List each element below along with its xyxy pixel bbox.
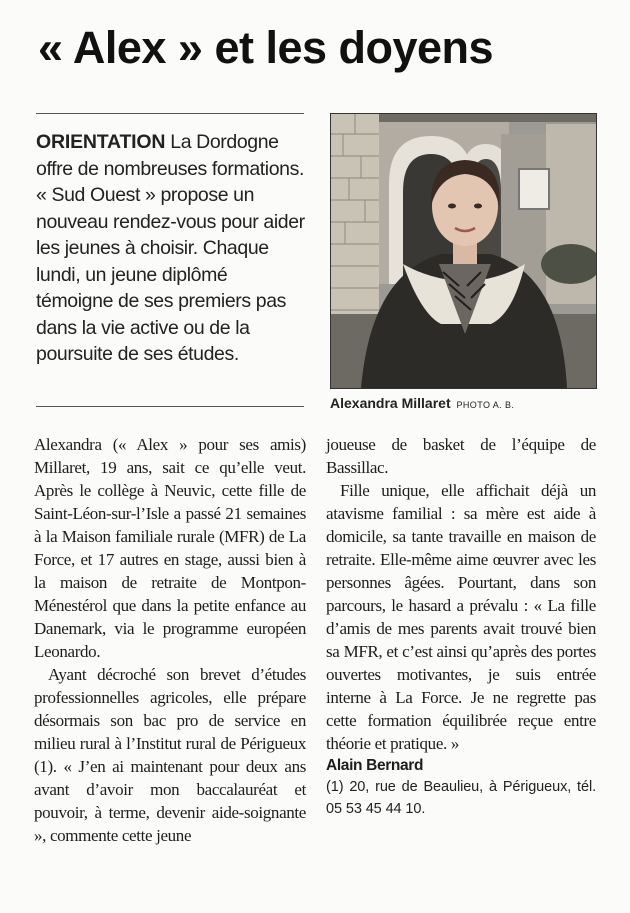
article-column-right [326, 433, 596, 820]
portrait-photo [330, 113, 597, 389]
chapo-text: La Dordogne offre de nombreuses formations. « Sud Ouest » propose un nouveau rendez-vous pour aider les jeunes à choisir. Chaque lundi, un jeune diplômé témoigne de ses premiers pas dans la vie active ou de la poursuite de ses études. [36, 131, 305, 365]
photo-caption [330, 395, 514, 411]
author-signature: Alain Bernard [326, 757, 424, 774]
body-paragraph-3: Fille unique, elle affichait déjà un atavisme familial : sa mère est aide à domicile, sa tante travaille en maison de retraite. Elle-même aime œuvrer avec les personnes âgées. Pourtant, dans son parcours, le hasard a prévalu : « La fille d’amis de mes parents avait trouvé bien sa MFR, et c’est ainsi qu’après des portes ouvertes motivantes, je suis entrée interne à La Force. Je ne regrette pas cette formation équilibrée reçue entre théorie et pratique. » [326, 481, 596, 753]
photo-credit: PHOTO A. B. [456, 400, 515, 410]
chapo-kicker: ORIENTATION [36, 131, 166, 153]
chapo [36, 129, 308, 368]
bottom-divider [36, 406, 304, 407]
body-paragraph-2: Ayant décroché son brevet d’études professionnelles agricoles, elle prépare désormais son bac pro de service en milieu rural à l’Institut rural de Périgueux (1). « J’en ai maintenant pour deux ans avant d’avoir mon baccalauréat et pouvoir, à terme, devenir aide-soignante », commente cette jeune [34, 665, 306, 845]
footnote: (1) 20, rue de Beaulieu, à Périgueux, tél. 05 53 45 44 10. [326, 779, 596, 817]
top-divider [36, 113, 304, 114]
article-column-left [34, 433, 306, 847]
body-paragraph-1: Alexandra (« Alex » pour ses amis) Millaret, 19 ans, sait ce qu’elle veut. Après le collège à Neuvic, cette fille de Saint-Léon-sur-l’Isle a passé 21 semaines à la Maison familiale rurale (MFR) de La Force, et 17 autres en stage, aussi bien à la maison de retraite de Montpon-Ménestérol que dans la petite enfance au Danemark, via le programme européen Leonardo. [34, 435, 306, 661]
body-paragraph-2-continued: joueuse de basket de l’équipe de Bassillac. [326, 435, 596, 477]
caption-name: Alexandra Millaret [330, 395, 451, 411]
headline: « Alex » et les doyens [38, 22, 494, 73]
